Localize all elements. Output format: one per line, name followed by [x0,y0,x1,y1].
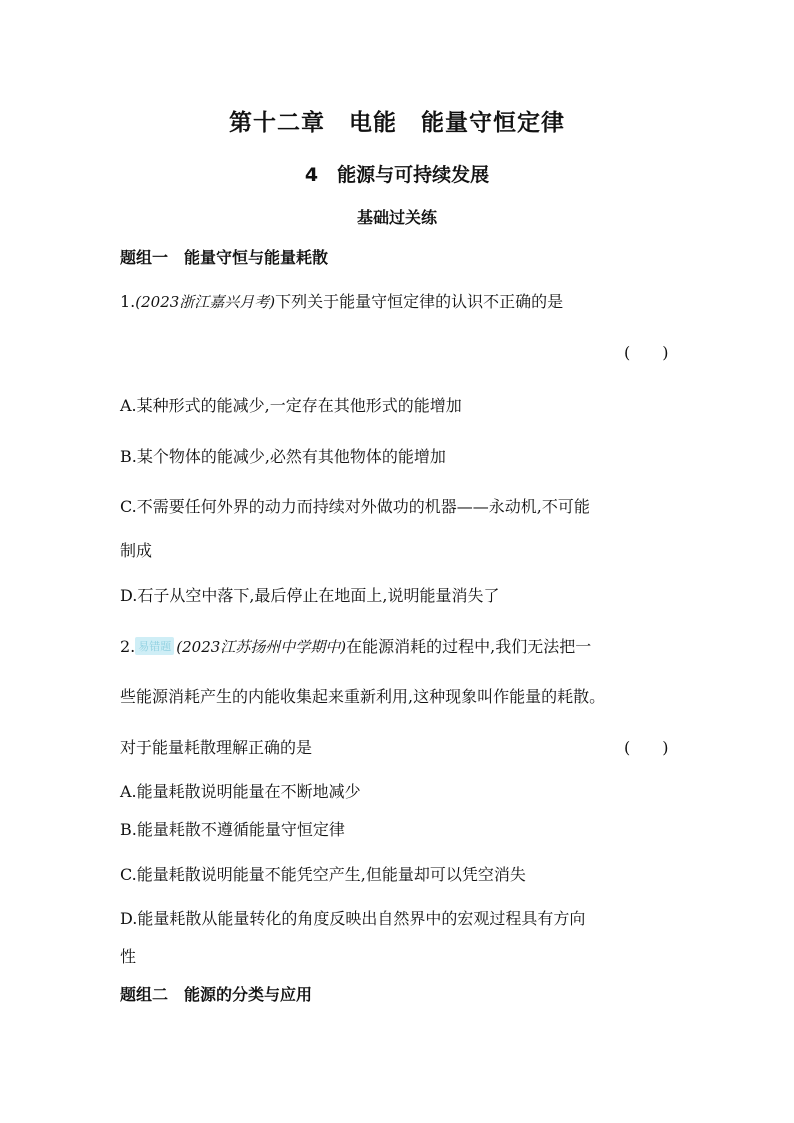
question-1-option-b: B.某个物体的能减少,必然有其他物体的能增加 [120,447,446,466]
question-2-stem-line-1 [120,634,591,657]
question-1-source: (2023浙江嘉兴月考) [135,293,276,311]
question-2-option-d-cont: 性 [120,947,137,966]
chapter-title: 第十二章 电能 能量守恒定律 [229,110,565,136]
group-heading-2: 题组二 能源的分类与应用 [120,985,313,1004]
question-2-option-b: B.能量耗散不遵循能量守恒定律 [120,820,345,839]
question-1-option-c-cont: 制成 [120,541,153,560]
question-2-option-c: C.能量耗散说明能量不能凭空产生,但能量却可以凭空消失 [120,865,526,884]
section-title: 4 能源与可持续发展 [304,164,490,186]
question-2-source: (2023江苏扬州中学期中) [176,638,347,656]
question-1-number: 1. [120,292,136,311]
question-1-option-d: D.石子从空中落下,最后停止在地面上,说明能量消失了 [120,586,500,605]
question-2-badge: 易错题 [135,637,174,655]
subsection-title: 基础过关练 [356,208,437,227]
question-1-option-c: C.不需要任何外界的动力而持续对外做功的机器——永动机,不可能 [120,497,590,516]
question-2-number: 2. [120,637,136,656]
question-2-answer-paren: ( ) [624,738,669,757]
question-1-option-a: A.某种形式的能减少,一定存在其他形式的能增加 [120,396,462,415]
question-1-stem-line [120,289,563,312]
group-heading-1: 题组一 能量守恒与能量耗散 [120,248,329,267]
question-2-option-a: A.能量耗散说明能量在不断地减少 [120,782,361,801]
question-1-stem: 下列关于能量守恒定律的认识不正确的是 [275,292,564,311]
question-2-option-d: D.能量耗散从能量转化的角度反映出自然界中的宏观过程具有方向 [120,909,586,928]
question-2-stem-1: 在能源消耗的过程中,我们无法把一 [346,637,592,656]
question-1-answer-paren: ( ) [624,343,669,362]
question-2-stem-line-3: 对于能量耗散理解正确的是 [120,738,313,757]
question-2-stem-line-2: 些能源消耗产生的内能收集起来重新利用,这种现象叫作能量的耗散。 [120,687,606,706]
